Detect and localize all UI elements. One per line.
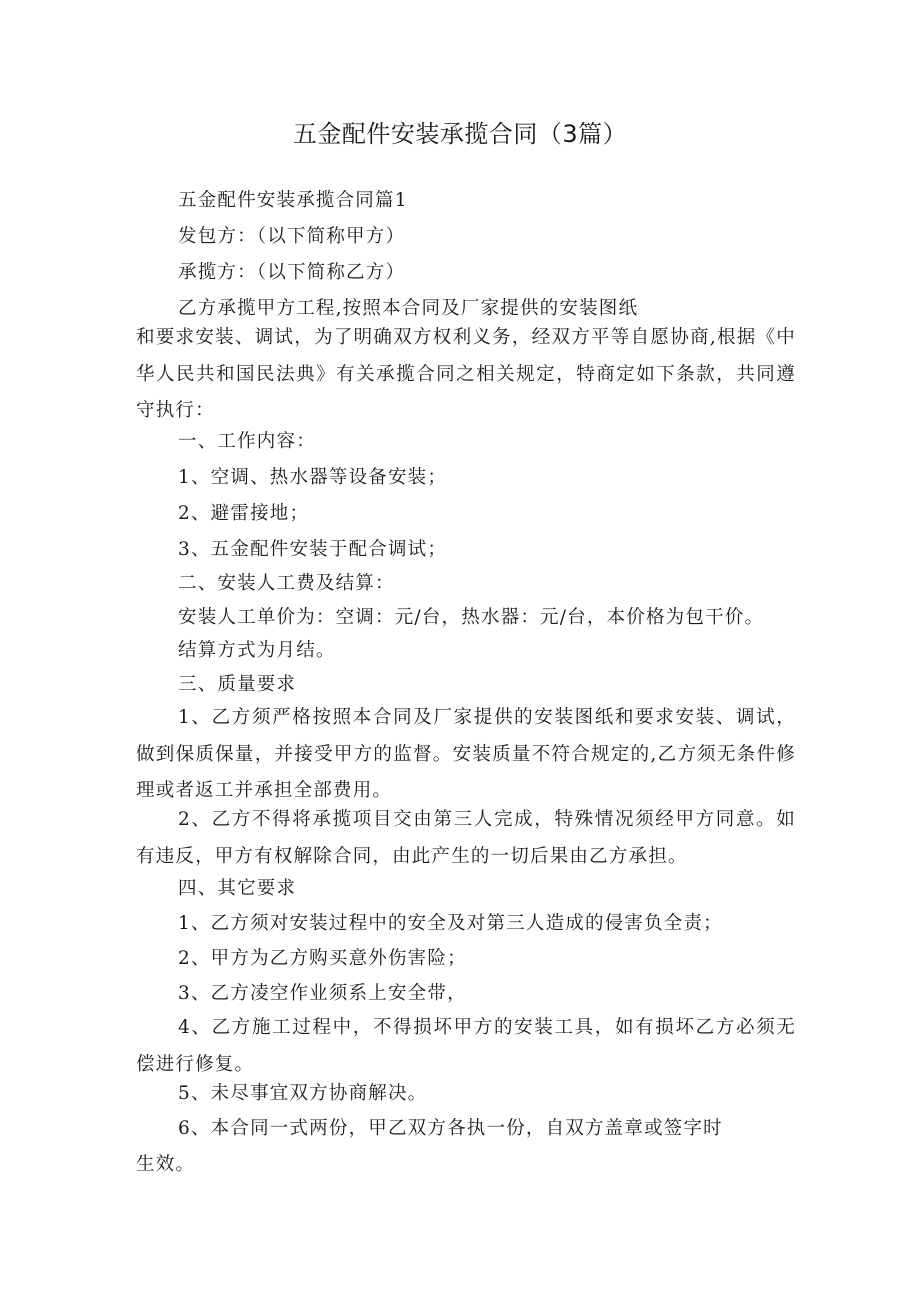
document-title: 五金配件安装承揽合同（3篇） [292,120,628,148]
section4-item-3: 3、乙方凌空作业须系上安全带， [178,983,467,1004]
party-b-line: 承揽方：（以下简称乙方） [178,262,406,283]
section4-item-6-line-2: 生效。 [136,1154,196,1175]
section4-item-2: 2、甲方为乙方购买意外伤害险； [178,948,467,969]
section3-heading: 三、质量要求 [178,674,297,695]
section1-item-1: 1、空调、热水器等设备安装； [178,467,448,488]
party-a-line: 发包方：（以下简称甲方） [178,226,406,247]
section2-price: 安装人工单价为：空调：元/台，热水器：元/台，本价格为包干价。 [178,607,765,628]
contract-subtitle: 五金配件安装承揽合同篇1 [178,190,408,211]
section4-item-6-line-1: 6、本合同一式两份，甲乙双方各执一份，自双方盖章或签字时 [178,1118,723,1139]
section4-item-4: 4、乙方施工过程中，不得损坏甲方的安装工具，如有损坏乙方必须无偿进行修复。 [136,1017,796,1075]
section3-item-1: 1、乙方须严格按照本合同及厂家提供的安装图纸和要求安装、调试，做到保质保量，并接受甲方的监督。安装质量不符合规定的,乙方须无条件修理或者返工并承担全部费用。 [136,707,796,801]
section2-heading: 二、安装人工费及结算： [178,573,395,594]
intro-paragraph: 和要求安装、调试，为了明确双方权利义务，经双方平等自愿协商,根据《中华人民共和国民法典》有关承揽合同之相关规定，特商定如下条款，共同遵守执行： [136,327,796,421]
section1-item-2: 2、避雷接地； [178,503,310,524]
intro-line-1: 乙方承揽甲方工程,按照本合同及厂家提供的安装图纸 [178,298,639,319]
section2-settlement: 结算方式为月结。 [178,640,336,661]
section4-item-5: 5、未尽事宜双方协商解决。 [178,1083,428,1104]
section4-heading: 四、其它要求 [178,878,297,899]
section1-heading: 一、工作内容： [178,431,316,452]
section1-item-3: 3、五金配件安装于配合调试； [178,539,448,560]
section3-item-2: 2、乙方不得将承揽项目交由第三人完成，特殊情况须经甲方同意。如有违反，甲方有权解除合同，由此产生的一切后果由乙方承担。 [136,809,796,867]
section4-item-1: 1、乙方须对安装过程中的安全及对第三人造成的侵害负全责； [178,913,723,934]
